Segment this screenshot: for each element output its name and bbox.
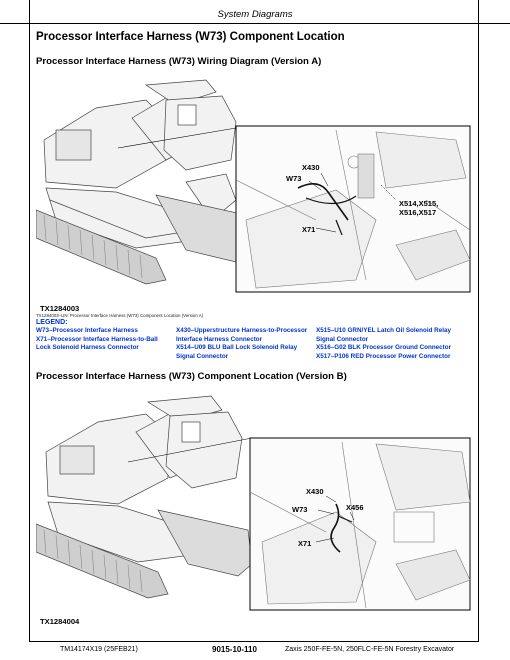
figure2-illustration [36,392,476,614]
legend-entry: W73–Processor Interface Harness [36,327,138,334]
footer-doc-id: TM14174X19 (25FEB21) [60,646,138,653]
callout-w73: W73 [286,174,302,183]
legend-entry: X430–Upperstructure Harness-to-Processor [176,327,308,334]
footer-model: Zaxis 250F-FE-5N, 250FLC-FE-5N Forestry Excavator [285,646,455,653]
section-title: Processor Interface Harness (W73) Component Location [36,31,345,43]
excavator-drawing [36,80,251,284]
legend-entry: X514–U09 BLU Ball Lock Solenoid Relay [176,344,298,352]
callout-x516-x517: X516,X517 [399,208,437,217]
legend-entry: X515–U10 GRN/YEL Latch Oil Solenoid Relay [316,327,451,334]
legend-column-1 [36,327,158,353]
running-head: System Diagrams [217,9,293,20]
legend-entry: X516–G02 BLK Processor Ground Connector [316,344,452,352]
figure2-title: Processor Interface Harness (W73) Component Location (Version B) [36,371,347,382]
callout-x430: X430 [302,163,320,172]
figure2-id: TX1284004 [40,617,80,626]
legend-entry: Signal Connector [316,335,369,343]
callout-x514-x515: X514,X515, [399,199,439,208]
legend-entry: Lock Solenoid Harness Connector [36,344,139,352]
legend-entry: Interface Harness Connector [176,335,263,343]
callout-x71: X71 [302,225,316,234]
figure1-illustration [36,70,476,300]
figure1-title: Processor Interface Harness (W73) Wiring Diagram (Version A) [36,56,322,67]
footer-page-number: 9015-10-110 [212,645,257,654]
legend-column-3 [316,327,451,361]
callout-x456: X456 [346,503,364,512]
legend-entry: Signal Connector [176,352,229,360]
figure1-caption: TX1284003–UN: Processor Interface Harness (W73) Component Location (Version A) [36,313,204,318]
callout-x71: X71 [298,539,312,548]
legend-entry: X71–Processor Interface Harness-to-Ball [36,335,158,343]
header-rule [0,23,510,24]
excavator-drawing [36,396,252,598]
callout-w73: W73 [292,505,308,514]
figure1-id: TX1284003 [40,304,80,313]
callout-x430: X430 [306,487,324,496]
legend-label: LEGEND: [36,319,68,326]
legend-column-2 [176,327,307,361]
legend-entry: X517–P106 RED Processor Power Connector [316,352,451,360]
